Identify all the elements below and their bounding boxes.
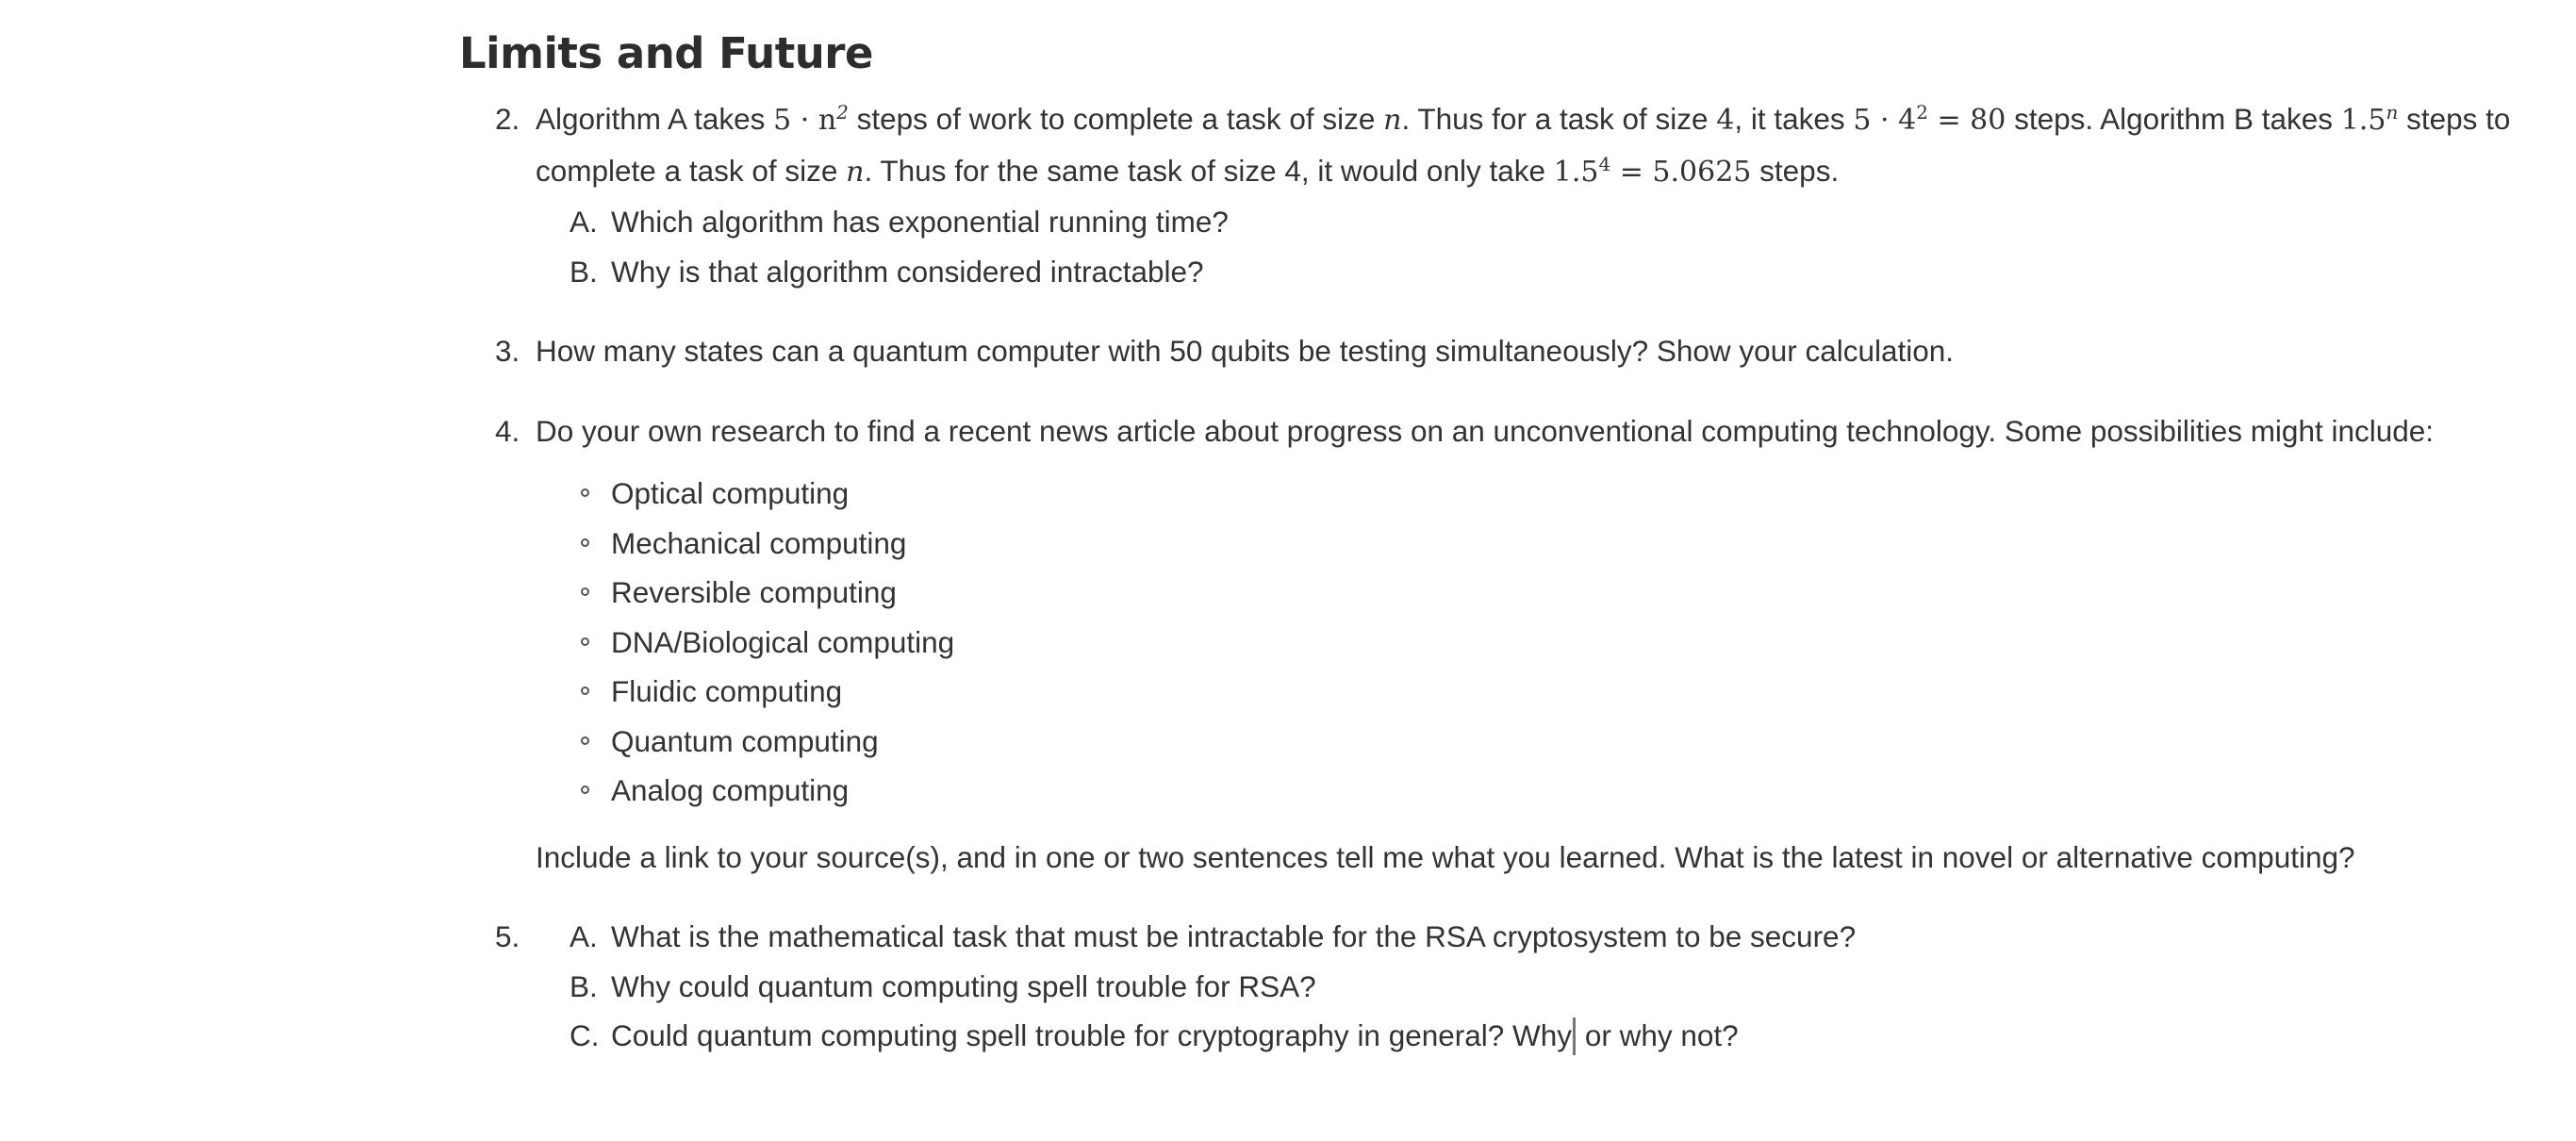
bullet-circle-icon bbox=[581, 736, 589, 745]
question-3 bbox=[459, 326, 2515, 376]
list-item: DNA/Biological computing bbox=[536, 618, 2515, 668]
question-list bbox=[459, 94, 2515, 1061]
text-cursor bbox=[1573, 1017, 1576, 1055]
list-item: Fluidic computing bbox=[536, 667, 2515, 717]
question-text: Do your own research to find a recent news article about progress on an unconventional computing technology. Some possibilities might include: bbox=[536, 413, 2435, 448]
followup-paragraph: Include a link to your source(s), and in one or two sentences tell me what you learned. What is the latest in novel or alternative computing? bbox=[536, 839, 2355, 874]
sub-question-list bbox=[459, 912, 2515, 1061]
sub-question: A. What is the mathematical task that must be intractable for the RSA cryptosystem to be secure? bbox=[570, 919, 1857, 953]
document-page bbox=[459, 28, 2515, 1091]
math-expression: 4 bbox=[1716, 104, 1735, 137]
sub-question: B. Why could quantum computing spell trouble for RSA? bbox=[570, 968, 1316, 1003]
question-5 bbox=[459, 912, 2515, 1061]
question-text-segment: . Thus for a task of size bbox=[1401, 102, 1717, 136]
question-text-segment: . Thus for the same task of size 4, it would only take bbox=[864, 153, 1554, 188]
list-item: Reversible computing bbox=[536, 568, 2515, 618]
options-list bbox=[536, 469, 2515, 816]
question-text-segment: steps. Algorithm B takes bbox=[2006, 102, 2341, 136]
question-text-segment: , it takes bbox=[1734, 102, 1854, 136]
bullet-circle-icon bbox=[581, 538, 589, 547]
question-number: 2. bbox=[495, 102, 520, 136]
question-number: 4. bbox=[495, 413, 520, 448]
math-expression: 1.5$^n$ bbox=[2340, 101, 2399, 137]
sub-question-list bbox=[536, 197, 2515, 296]
bullet-circle-icon bbox=[581, 785, 589, 794]
math-expression: $1.5^4 = 5.0625$ bbox=[1553, 152, 1752, 189]
sub-question: C. Could quantum computing spell trouble for cryptography in general? Why or why not? bbox=[536, 1011, 2515, 1061]
list-item: Optical computing bbox=[536, 469, 2515, 519]
bullet-circle-icon bbox=[581, 686, 589, 695]
list-item: Quantum computing bbox=[536, 717, 2515, 767]
math-expression: $5 \cdot n^2$ bbox=[773, 101, 849, 137]
question-4 bbox=[459, 406, 2515, 883]
question-number: 5. bbox=[495, 919, 520, 953]
bullet-circle-icon bbox=[581, 637, 589, 646]
question-text-segment: steps to complete a task of size bbox=[536, 102, 2511, 188]
math-expression: $5 \cdot 4^2 = 80$ bbox=[1853, 101, 2006, 137]
list-item: Mechanical computing bbox=[536, 519, 2515, 569]
sub-question: B. Why is that algorithm considered intractable? bbox=[570, 254, 1204, 289]
question-2 bbox=[459, 94, 2515, 296]
bullet-circle-icon bbox=[581, 587, 589, 596]
question-number: 3. bbox=[495, 334, 520, 368]
page-heading: Limits and Future bbox=[459, 28, 873, 78]
question-text-segment: Algorithm A takes bbox=[536, 102, 774, 136]
list-item: Analog computing bbox=[536, 766, 2515, 816]
bullet-circle-icon bbox=[581, 488, 589, 497]
question-text-segment: steps. bbox=[1751, 153, 1840, 188]
math-expression: n bbox=[1383, 104, 1402, 137]
math-expression: n bbox=[846, 155, 865, 189]
question-text: How many states can a quantum computer with 50 qubits be testing simultaneously? Show your calculation. bbox=[536, 334, 1955, 368]
sub-question: A. Which algorithm has exponential running time? bbox=[570, 205, 1229, 239]
question-text-segment: steps of work to complete a task of size bbox=[848, 102, 1384, 136]
